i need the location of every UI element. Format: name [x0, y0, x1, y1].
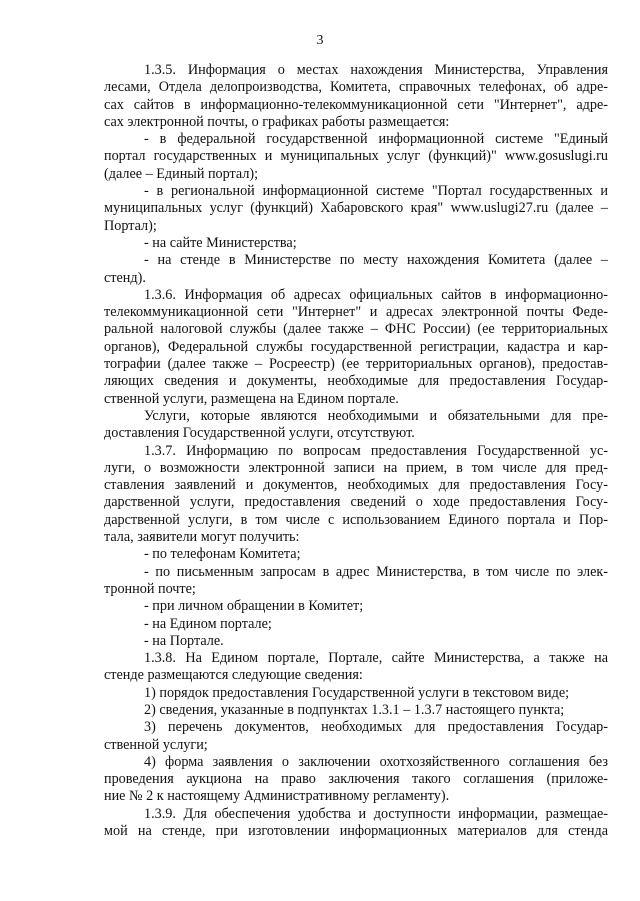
text-line: ральной налоговой службы (далее также – ФНС России) (ее территориальных: [104, 321, 608, 338]
text-line: тронной почте;: [104, 580, 196, 597]
text-line: портал государственных и муниципальных услуг (функций)" www.gosuslugi.ru: [104, 148, 608, 165]
text-line: - на Едином портале;: [144, 615, 272, 632]
text-line: 1.3.6. Информация об адресах официальных сайтов в информационно-: [144, 286, 608, 303]
text-line: телекоммуникационной сети "Интернет" и адресах электронной почты Феде-: [104, 304, 608, 321]
text-line: лесами, Отдела делопроизводства, Комитета, справочных телефонах, об адре-: [104, 79, 608, 96]
text-line: органов), Федеральной службы государственной регистрации, кадастра и кар-: [104, 338, 608, 355]
text-line: ляющих сведения и документы, необходимые для предоставления Государ-: [104, 373, 608, 390]
page-number: 3: [316, 33, 324, 48]
text-line: сах электронной почты, о графиках работы размещается:: [104, 113, 450, 130]
text-line: - на сайте Министерства;: [144, 234, 297, 251]
text-line: муниципальных услуг (функций) Хабаровского края" www.uslugi27.ru (далее –: [104, 200, 608, 217]
text-line: - в региональной информационной системе "Портал государственных и: [144, 183, 608, 200]
text-line: Портал);: [104, 217, 157, 234]
text-line: доставления Государственной услуги, отсутствуют.: [104, 425, 415, 442]
text-line: 1.3.8. На Едином портале, Портале, сайте Министерства, а также на: [144, 650, 608, 667]
text-line: 4) форма заявления о заключении охотхозяйственного соглашения без: [144, 753, 608, 770]
text-line: - по письменным запросам в адрес Министерства, в том числе по элек-: [144, 563, 608, 580]
text-line: стенде размещаются следующие сведения:: [104, 667, 363, 684]
text-line: тала, заявители могут получить:: [104, 529, 300, 546]
text-line: ственной услуги, размещена на Едином портале.: [104, 390, 399, 407]
text-line: дарственной услуги, в том числе с использованием Единого портала и Пор-: [104, 511, 608, 528]
text-line: ственной услуги;: [104, 736, 208, 753]
text-line: 2) сведения, указанные в подпунктах 1.3.1 – 1.3.7 настоящего пункта;: [144, 701, 565, 718]
text-line: 1) порядок предоставления Государственной услуги в текстовом виде;: [144, 684, 570, 701]
text-line: 1.3.7. Информацию по вопросам предоставления Государственной ус-: [144, 442, 608, 459]
text-line: (далее – Единый портал);: [104, 165, 259, 182]
text-line: 1.3.5. Информация о местах нахождения Министерства, Управления: [144, 62, 608, 78]
text-line: - в федеральной государственной информационной системе "Единый: [144, 131, 608, 148]
text-line: Услуги, которые являются необходимыми и обязательными для пре-: [144, 407, 608, 424]
text-line: 3) перечень документов, необходимых для предоставления Государ-: [144, 719, 608, 736]
text-line: - на стенде в Министерстве по месту нахождения Комитета (далее –: [144, 252, 608, 269]
text-line: тографии (далее также – Росреестр) (ее территориальных органов), предостав-: [104, 356, 608, 373]
text-line: - на Портале.: [144, 632, 224, 649]
text-line: 1.3.9. Для обеспечения удобства и доступности информации, размещае-: [144, 805, 608, 822]
text-line: - при личном обращении в Комитет;: [144, 598, 364, 615]
text-line: мой на стенде, при изготовлении информационных материалов для стенда: [104, 823, 608, 840]
text-line: стенд).: [104, 269, 146, 286]
text-line: дарственной услуги, предоставления сведений о ходе предоставления Госу-: [104, 494, 608, 511]
text-line: сах сайтов в информационно-телекоммуникационной сети "Интернет", адре-: [104, 96, 608, 113]
document-body: [104, 62, 608, 840]
text-line: ние № 2 к настоящему Административному регламенту).: [104, 788, 450, 805]
text-line: - по телефонам Комитета;: [144, 546, 301, 563]
text-line: ставления заявлений и документов, необходимых для предоставления Госу-: [104, 477, 608, 494]
text-line: проведения аукциона на право заключения такого соглашения (приложе-: [104, 771, 608, 788]
text-line: луги, о возможности электронной записи на прием, в том числе для пред-: [104, 459, 608, 476]
